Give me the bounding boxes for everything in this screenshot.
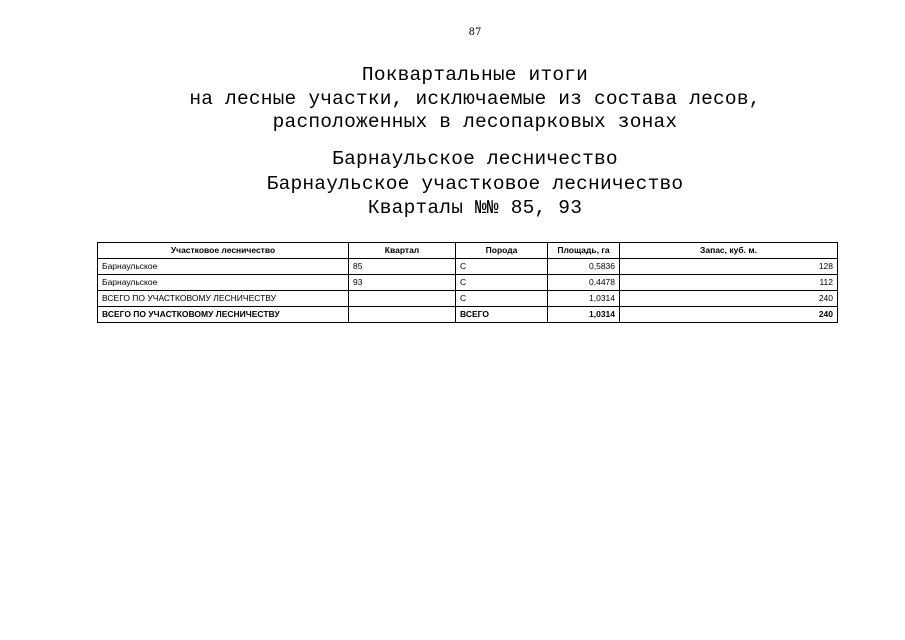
title-line-2: на лесные участки, исключаемые из состава лесов, bbox=[189, 87, 761, 110]
cell-district: ВСЕГО ПО УЧАСТКОВОМУ ЛЕСНИЧЕСТВУ bbox=[98, 307, 349, 323]
cell-stock: 240 bbox=[620, 307, 838, 323]
cell-district: ВСЕГО ПО УЧАСТКОВОМУ ЛЕСНИЧЕСТВУ bbox=[98, 291, 349, 307]
title-line-3: расположенных в лесопарковых зонах bbox=[272, 111, 678, 133]
header-stock: Запас, куб. м. bbox=[620, 243, 838, 259]
cell-quarter: 85 bbox=[349, 259, 456, 275]
cell-district: Барнаульское bbox=[98, 275, 349, 291]
title-line-1: Поквартальные итоги bbox=[361, 64, 589, 86]
cell-quarter: 93 bbox=[349, 275, 456, 291]
cell-area: 0,4478 bbox=[548, 275, 620, 291]
cell-species: С bbox=[456, 259, 548, 275]
page-number: 87 bbox=[468, 27, 482, 38]
cell-area: 1,0314 bbox=[548, 307, 620, 323]
cell-stock: 128 bbox=[620, 259, 838, 275]
cell-species: ВСЕГО bbox=[456, 307, 548, 323]
document-title bbox=[0, 64, 905, 135]
table-header-row bbox=[98, 243, 838, 259]
cell-species: С bbox=[456, 291, 548, 307]
cell-quarter bbox=[349, 291, 456, 307]
document-subtitle bbox=[0, 147, 905, 221]
table-row bbox=[98, 259, 838, 275]
forestry-name: Барнаульское лесничество bbox=[332, 148, 618, 170]
cell-area: 0,5836 bbox=[548, 259, 620, 275]
cell-area: 1,0314 bbox=[548, 291, 620, 307]
cell-quarter bbox=[349, 307, 456, 323]
cell-stock: 240 bbox=[620, 291, 838, 307]
district-forestry-name: Барнаульское участковое лесничество bbox=[266, 172, 684, 195]
totals-table bbox=[97, 242, 838, 323]
table-row-subtotal bbox=[98, 291, 838, 307]
header-species: Порода bbox=[456, 243, 548, 259]
header-district: Участковое лесничество bbox=[98, 243, 349, 259]
table-row-total bbox=[98, 307, 838, 323]
cell-stock: 112 bbox=[620, 275, 838, 291]
quarters-label: Кварталы №№ 85, 93 bbox=[367, 197, 583, 219]
cell-species: С bbox=[456, 275, 548, 291]
header-area: Площадь, га bbox=[548, 243, 620, 259]
table-row bbox=[98, 275, 838, 291]
cell-district: Барнаульское bbox=[98, 259, 349, 275]
header-quarter: Квартал bbox=[349, 243, 456, 259]
